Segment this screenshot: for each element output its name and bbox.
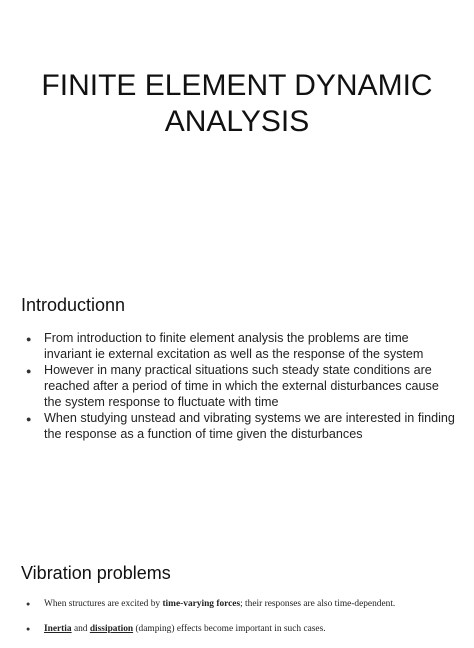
bullet-icon: ● [26, 334, 32, 344]
emphasis-text: time-varying forces [162, 599, 241, 609]
title-line-2: ANALYSIS [164, 105, 310, 138]
page-title [0, 68, 474, 140]
list-item-text: However in many practical situations such steady state conditions are reached after a period of time in which the external disturbances cause the system response to fluctuate with time [44, 363, 439, 409]
section-heading-vibration: Vibration problems [21, 563, 171, 583]
list-item-text: From introduction to finite element analysis the problems are time invariant ie external excitation as well as the response of the system [44, 331, 424, 361]
emphasis-text: Inertia [44, 624, 72, 634]
bullet-icon: ● [26, 625, 31, 633]
list-item-text: Inertia and dissipation (damping) effects become important in such cases. [44, 624, 326, 634]
section-heading-introduction: Introductionn [21, 295, 126, 315]
introduction-bullet-list [26, 330, 456, 442]
list-item [26, 330, 456, 362]
emphasis-text: dissipation [89, 624, 134, 634]
list-item [26, 362, 456, 410]
list-item [26, 598, 456, 610]
bullet-icon: ● [26, 366, 32, 376]
bullet-icon: ● [26, 600, 31, 608]
list-item-text: When studying unstead and vibrating systems we are interested in finding the response as a function of time given the disturbances [44, 411, 455, 441]
title-line-1: FINITE ELEMENT DYNAMIC [41, 69, 433, 102]
vibration-bullet-list [26, 598, 456, 648]
bullet-icon: ● [26, 414, 32, 424]
list-item [26, 623, 456, 635]
list-item [26, 410, 456, 442]
list-item-text: When structures are excited by time-varying forces; their responses are also time-dependent. [44, 599, 396, 609]
